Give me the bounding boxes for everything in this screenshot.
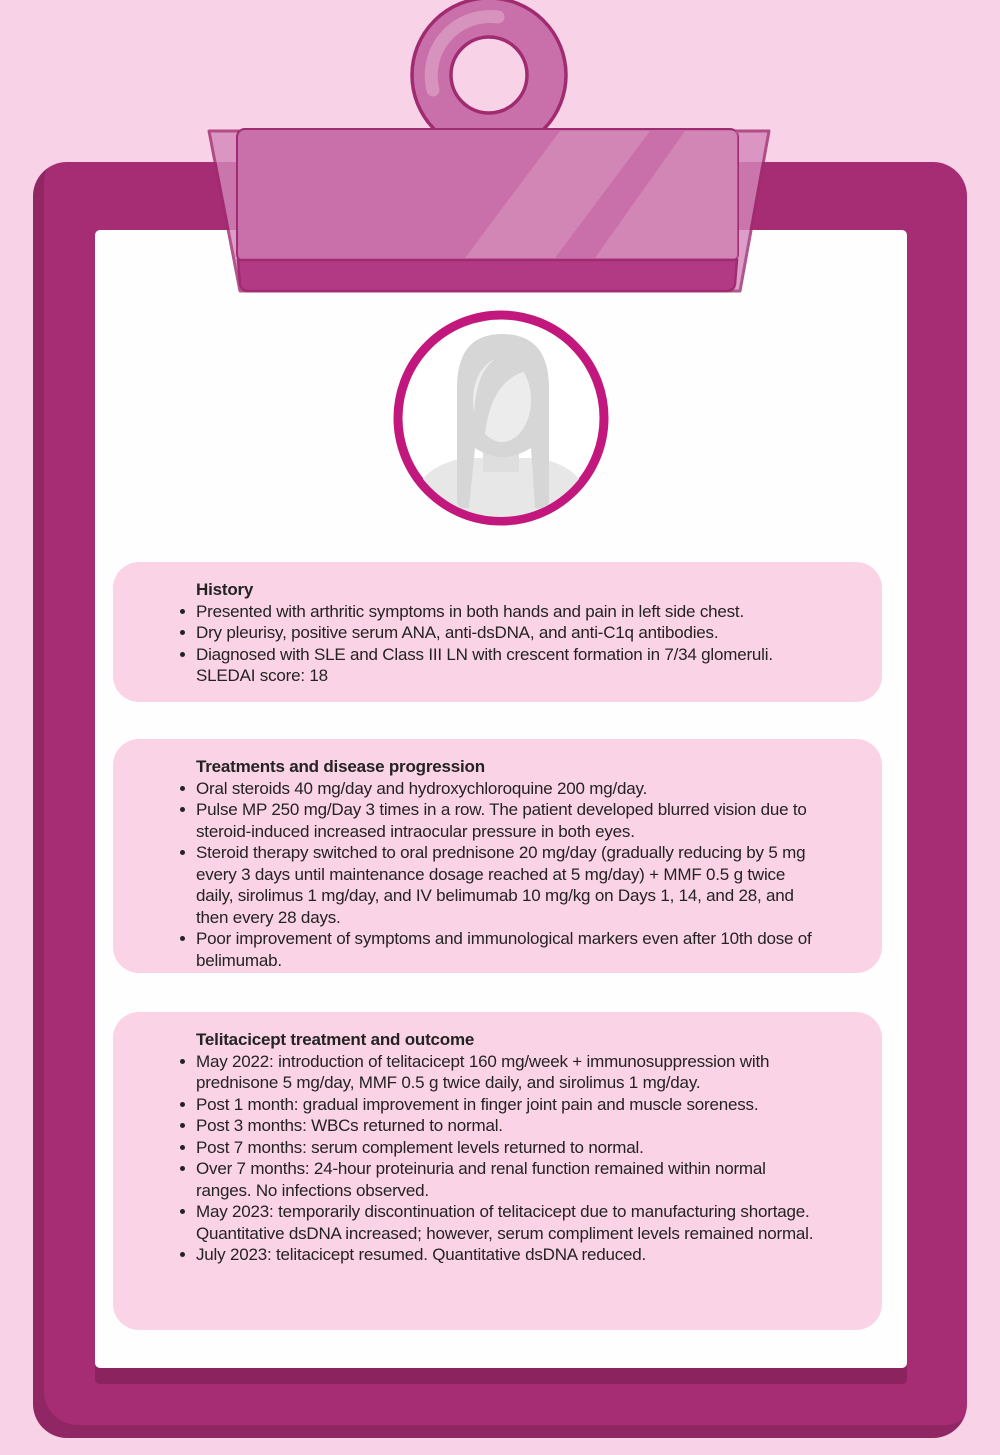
section-telitacicept	[113, 1012, 882, 1330]
bullet-item: Post 7 months: serum complement levels returned to normal.	[196, 1137, 816, 1159]
bullet-list	[196, 601, 816, 687]
bullet-item: Pulse MP 250 mg/Day 3 times in a row. The patient developed blurred vision due to steroid-induced increased intraocular pressure in both eyes.	[196, 799, 816, 842]
bullet-item: Post 3 months: WBCs returned to normal.	[196, 1115, 816, 1137]
bullet-list	[196, 1051, 816, 1266]
female-silhouette-icon	[389, 306, 613, 530]
section-title: Telitacicept treatment and outcome	[196, 1030, 475, 1049]
bullet-item: Steroid therapy switched to oral prednisone 20 mg/day (gradually reducing by 5 mg every 3 days until maintenance dosage reached at 5 mg/day) + MMF 0.5 g twice daily, sirolimus 1 mg/day, and IV belimumab 10 mg/kg on Days 1, 14, and 28, and then every 28 days.	[196, 842, 816, 928]
bullet-item: May 2023: temporarily discontinuation of telitacicept due to manufacturing shortage. Quantitative dsDNA increased; however, serum compliment levels remained normal.	[196, 1201, 816, 1244]
clipboard-clip-icon	[205, 0, 785, 300]
section-treatments	[113, 739, 882, 973]
bullet-item: Post 1 month: gradual improvement in finger joint pain and muscle soreness.	[196, 1094, 816, 1116]
bullet-item: Oral steroids 40 mg/day and hydroxychloroquine 200 mg/day.	[196, 778, 816, 800]
bullet-item: Diagnosed with SLE and Class III LN with crescent formation in 7/34 glomeruli. SLEDAI score: 18	[196, 644, 816, 687]
section-title: History	[196, 580, 254, 599]
clip-bottom-lip	[238, 260, 737, 291]
patient-avatar	[389, 306, 613, 530]
bullet-item: May 2022: introduction of telitacicept 160 mg/week + immunosuppression with prednisone 5 mg/day, MMF 0.5 g twice daily, and sirolimus 1 mg/day.	[196, 1051, 816, 1094]
section-title: Treatments and disease progression	[196, 757, 485, 776]
bullet-item: July 2023: telitacicept resumed. Quantitative dsDNA reduced.	[196, 1244, 816, 1266]
bullet-list	[196, 778, 816, 972]
bullet-item: Dry pleurisy, positive serum ANA, anti-dsDNA, and anti-C1q antibodies.	[196, 622, 816, 644]
bullet-item: Poor improvement of symptoms and immunological markers even after 10th dose of belimumab.	[196, 928, 816, 971]
bullet-item: Presented with arthritic symptoms in both hands and pain in left side chest.	[196, 601, 816, 623]
bullet-item: Over 7 months: 24-hour proteinuria and renal function remained within normal ranges. No infections observed.	[196, 1158, 816, 1201]
clip-ring-inner-outline	[451, 37, 527, 113]
section-history	[113, 562, 882, 702]
